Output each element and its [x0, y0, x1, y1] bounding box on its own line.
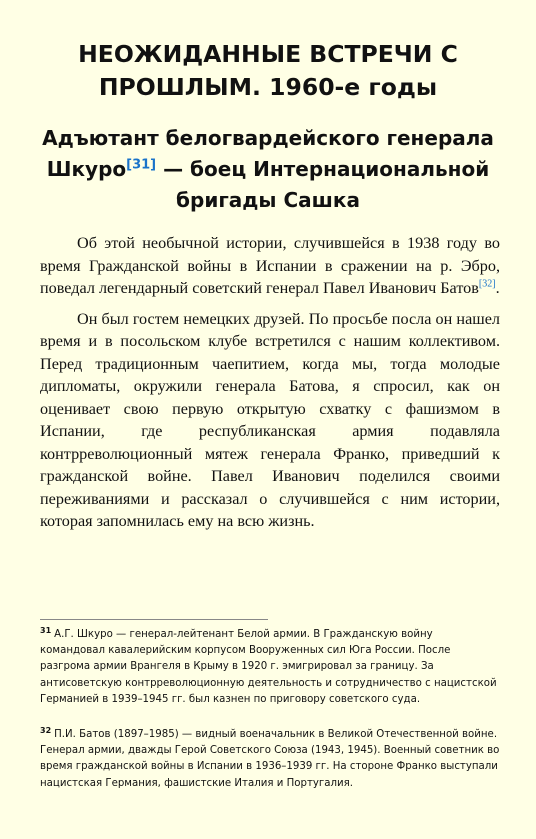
footnotes — [40, 627, 500, 811]
section-title-line-3: бригады Сашка — [176, 188, 360, 212]
section-title-line-1: Адъютант белогвардейского генерала — [42, 126, 494, 150]
paragraph-2-text: Он был гостем немецких друзей. По просьбе посла он нашел время и в посольском клубе встретился с нашим коллективом. Перед традиционным чаепитием, когда мы, тогда молодые дипломаты, окружили генерала Батова, я спросил, как он оценивает свою первую открытую схватку с фашизмом в Испании, где республиканская армия подавляла контрреволюционный мятеж генерала Франко, приведший к гражданской войне. Павел Иванович поделился своими переживаниями и рассказал о случившейся с ним истории, которая запомнилась ему на всю жизнь. — [40, 309, 500, 530]
paragraph-2 — [40, 308, 500, 533]
footnote-number: 32 — [40, 725, 52, 735]
paragraph-1 — [40, 232, 500, 300]
section-title-line-2-start: Шкуро — [46, 157, 127, 181]
footnote-text: П.И. Батов (1897–1985) — видный военачальник в Великой Отечественной войне. Генерал армии, дважды Герой Советского Союза (1943, 1945). Военный советник во время гражданской войны в Испании в 1936–1939 гг. На стороне Франко выступали нацистская Германия, фашистские Италия и Португалия. — [40, 729, 500, 789]
footnote-32 — [40, 727, 500, 792]
footnote-link-31[interactable]: [31] — [126, 157, 157, 173]
body-text — [40, 232, 500, 541]
footnote-divider — [40, 619, 268, 620]
paragraph-1-text: Об этой необычной истории, случившейся в 1938 году во время Гражданской войны в Испании в сражении на р. Эбро, поведал легендарный советский генерал Павел Иванович Батов — [40, 234, 500, 297]
footnote-link-32[interactable]: [32] — [478, 278, 496, 290]
chapter-title-line-2: ПРОШЛЫМ. 1960-е годы — [98, 73, 438, 101]
chapter-title-line-1: НЕОЖИДАННЫЕ ВСТРЕЧИ С — [78, 40, 458, 68]
footnote-31 — [40, 627, 500, 708]
section-title-line-2-end: — боец Интернациональной — [156, 157, 490, 181]
section-title — [20, 123, 516, 216]
footnote-number: 31 — [40, 625, 52, 635]
paragraph-1-end: . — [495, 279, 500, 297]
chapter-title — [20, 38, 516, 104]
footnote-text: А.Г. Шкуро — генерал-лейтенант Белой армии. В Гражданскую войну командовал кавалерийским корпусом Вооруженных сил Юга России. После разгрома армии Врангеля в Крыму в 1920 г. эмигрировал за границу. За антисоветскую контрреволюционную деятельность и сотрудничество с нацистской Германией в 1939–1945 гг. был казнен по приговору советского суда. — [40, 629, 497, 705]
